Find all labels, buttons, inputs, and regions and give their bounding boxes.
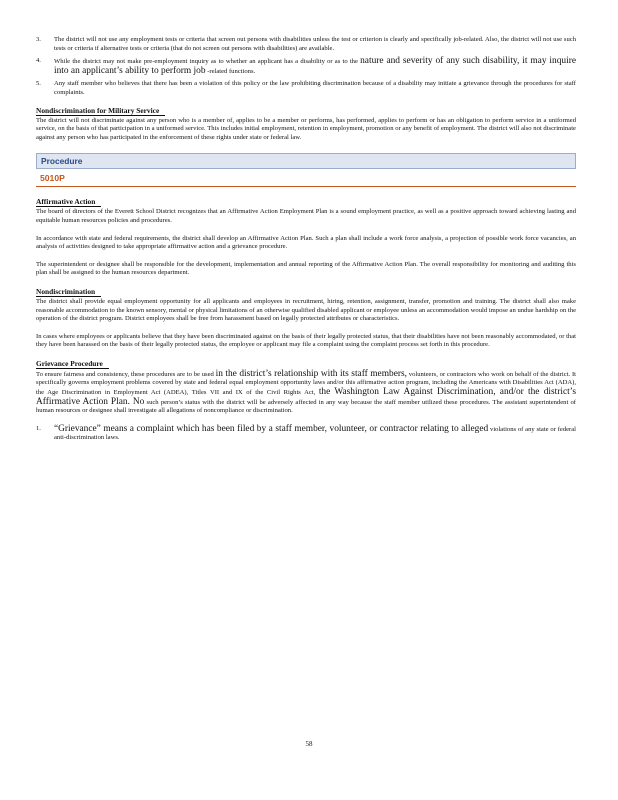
text-run: volunteers, or contractors who work on behalf of the district. It specifically governs employment problems covered by state and federal equal employment opportunity laws and/or this affirmative action program, including the Americans with Disabilities Act (ADA), the Age Discrimination in Employment Act (ADEA), Titles VII and IX of the Civil Rights Act, (36, 370, 576, 397)
section-heading: Nondiscrimination for Military Service (36, 106, 165, 116)
text-run: such person’s status with (146, 398, 214, 406)
text-run-large: in the district’s relationship with its staff members, (215, 368, 407, 379)
section-paragraph (36, 370, 576, 416)
list-number: 4. (36, 57, 41, 65)
section-affirmative-action (36, 197, 576, 278)
list-text: The district will not use any employment tests or criteria that screen out persons with disabilities unless the test or criterion is clearly and specifically job-related. Also, the district will not use such tests or criteria if alternative tests or criteria (that do not screen out persons with disabilities) are available. (54, 36, 576, 52)
procedure-banner: Procedure (36, 153, 576, 169)
list-items-top (36, 36, 576, 98)
text-run: the district will be adversely affected in any way because the staff member utilized these procedures. The assistant superintendent of human resources or designee shall investigate all allegations of noncompliance or discrimination. (36, 398, 576, 415)
list-text (54, 425, 576, 443)
list-text-large: “Grievance” means a complaint which has been filed by a staff member, volunteer, or contractor relating to alleged (54, 423, 489, 434)
text-run-large: the Washington Law Against Discrimination, and/or the district’s Affirmative Action Plan. No (36, 387, 576, 407)
section-heading: Grievance Procedure (36, 359, 109, 369)
list-number: 3. (36, 36, 41, 43)
list-text-large: nature and severity of any such disability, it may inquire into an applicant’s ability to perform job (54, 56, 576, 76)
list-item (36, 425, 576, 443)
section-paragraph: In cases where employees or applicants believe that they have been discriminated against on the basis of their legally protected status, that their disabilities have not been reasonably accommodated, or that they have been harassed on the basis of their legally protected status, the employee or applicant may file a complaint using the complaint process set forth in this procedure. (36, 332, 576, 349)
list-text-tail: -related functions. (207, 67, 256, 75)
section-paragraph: The district shall provide equal employment opportunity for all applicants and employees in recruitment, hiring, retention, assignment, transfer, promotion and training. The district shall also make reasonable accommodation to the known sensory, mental or physical limitations of an otherwise qualified disabled applicant or employee unless an accommodation would impose an undue hardship on the operation of the district program. District employees shall be free from harassment based on legally protected attributes or characteristics. (36, 297, 576, 323)
list-text (54, 57, 576, 76)
list-item (36, 80, 576, 97)
section-nondiscrimination (36, 287, 576, 350)
section-paragraph: In accordance with state and federal requirements, the district shall develop an Affirmative Action Plan. Such a plan shall include a work force analysis, a projection of possible work force vacancies, an analysis of activities designed to take appropriate affirmative action and a grievance procedure. (36, 234, 576, 251)
list-item (36, 36, 576, 53)
section-paragraph: The superintendent or designee shall be responsible for the development, implementation and annual reporting of the Affirmative Action Plan. The overall responsibility for monitoring and auditing this plan shall be assigned to the human resources department. (36, 260, 576, 277)
divider (36, 186, 576, 187)
section-paragraph: The district will not discriminate against any person who is a member of, applies to be a member or performs, has performed, applies to perform or has an obligation to perform service in a uniformed service, on the basis of that participation in a uniformed service. This includes initial employment, retention in employment, promotion or any benefit of employment. The district will also not discriminate against any person who has participated in the enforcement of these rights under state or federal law. (36, 116, 576, 141)
list-text-part: violations of any state or federal anti-discrimination laws. (54, 425, 577, 442)
section-military (36, 106, 576, 143)
document-page (36, 36, 576, 447)
list-number: 1. (36, 424, 41, 432)
section-heading: Affirmative Action (36, 197, 101, 207)
list-text: Any staff member who believes that there has been a violation of this policy or the law prohibiting discrimination because of a disability may initiate a grievance through the procedures for staff complaints. (54, 80, 576, 96)
list-item (36, 57, 576, 76)
section-grievance (36, 359, 576, 416)
section-paragraph: The board of directors of the Everett School District recognizes that an Affirmative Action Employment Plan is a sound employment practice, as well as a positive approach toward achieving lasting and equitable human resources policies and procedures. (36, 208, 576, 224)
list-number: 5. (36, 80, 41, 88)
procedure-code: 5010P (40, 173, 65, 184)
section-heading: Nondiscrimination (36, 287, 101, 297)
list-text-part: While the district may not make pre-employment inquiry as to whether an applicant has a disability or as to the (54, 58, 358, 66)
text-run: To ensure fairness and consistency, these procedures are to be used (36, 370, 214, 378)
page-number: 58 (305, 740, 313, 748)
